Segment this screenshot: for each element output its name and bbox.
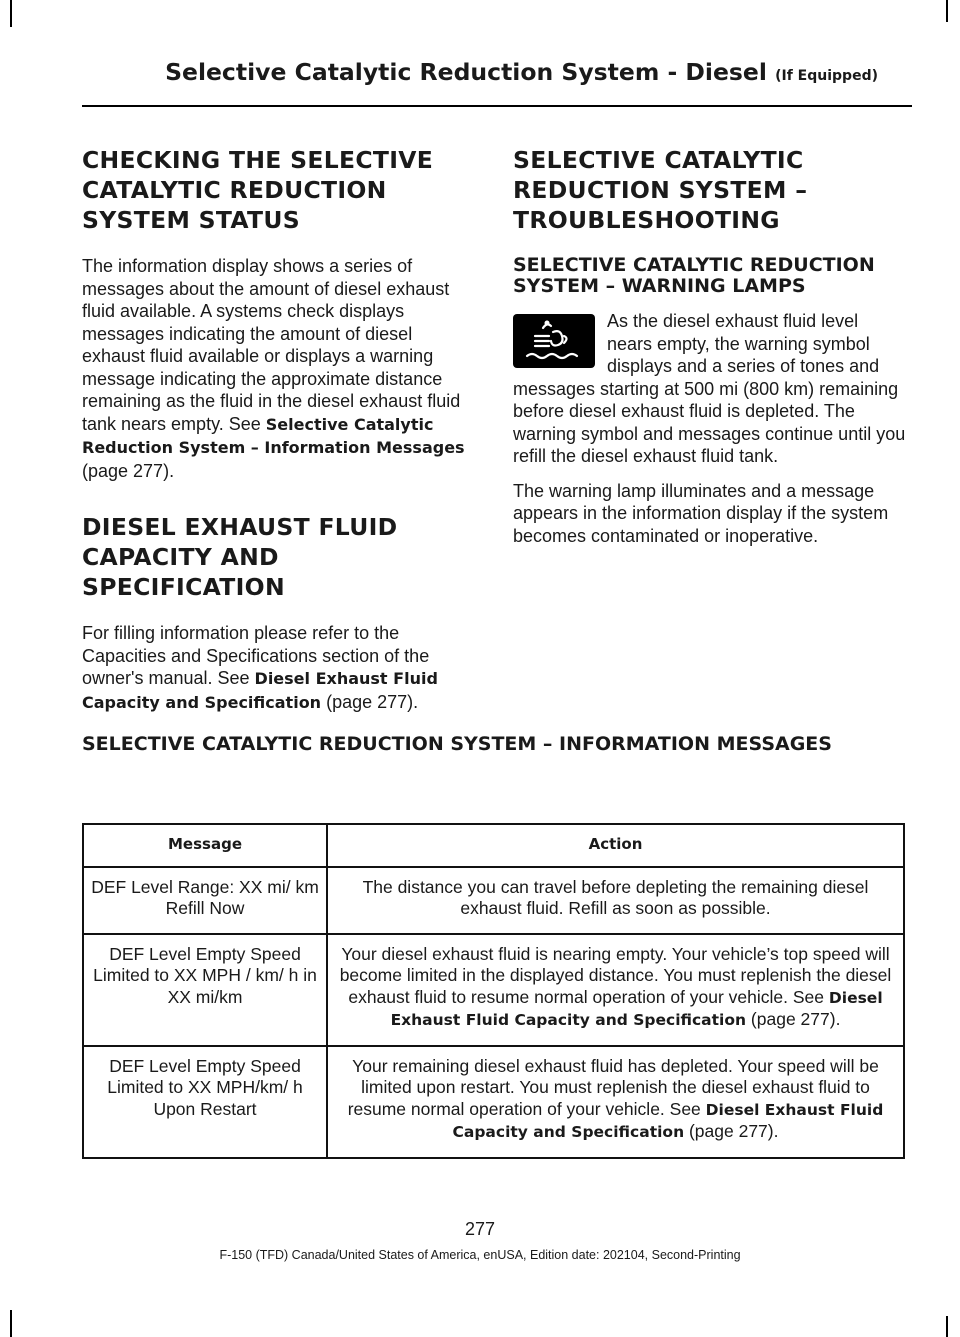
cross-reference-link[interactable]: Diesel Exhaust Fluid Capacity and Specification — [82, 669, 438, 712]
paragraph-text: For filling information please refer to the Capacities and Specifications section of the owner's manual. See — [82, 623, 430, 688]
heading-line: SPECIFICATION — [82, 573, 285, 601]
table-row — [83, 934, 904, 1046]
diesel-exhaust-fluid-warning-icon — [513, 314, 595, 368]
paragraph-text: The information display shows a series of messages about the amount of diesel exhaust fluid available. A systems check displays messages indicating the amount of diesel exhaust fluid available or displays a warning message indicating the approximate distance remaining as the fluid in the diesel exhaust fluid tank nears empty. See — [82, 256, 461, 434]
section-heading-def-capacity — [82, 512, 475, 602]
message-cell: DEF Level Range: XX mi/ km Refill Now — [83, 867, 327, 934]
subheading-information-messages: SELECTIVE CATALYTIC REDUCTION SYSTEM – INFORMATION MESSAGES — [82, 733, 832, 755]
information-messages-table — [82, 823, 905, 1159]
heading-line: SYSTEM STATUS — [82, 206, 300, 234]
cross-reference-link[interactable]: Selective Catalytic Reduction System – Information Messages — [82, 414, 465, 457]
header-title: Selective Catalytic Reduction System - Diesel — [165, 58, 767, 86]
footer-edition: F-150 (TFD) Canada/United States of America, enUSA, Edition date: 202104, Second-Printing — [219, 1248, 741, 1262]
left-column — [82, 145, 475, 738]
table-header-row — [83, 824, 904, 867]
page-reference: (page 277). — [82, 460, 175, 481]
action-cell — [327, 1046, 904, 1158]
page-header — [165, 58, 878, 86]
crop-mark — [10, 1310, 12, 1337]
action-cell — [327, 867, 904, 934]
table-row — [83, 1046, 904, 1158]
action-text: Your remaining diesel exhaust fluid has depleted. Your speed will be limited upon restart. You must replenish the diesel exhaust fluid to resume normal operation of your vehicle. See — [347, 1055, 879, 1119]
column-header-action: Action — [327, 824, 904, 867]
page-reference: (page 277). — [684, 1121, 779, 1141]
heading-line: CHECKING THE SELECTIVE — [82, 146, 434, 174]
action-cell — [327, 934, 904, 1046]
section-heading-checking-status — [82, 145, 475, 235]
crop-mark — [946, 0, 948, 22]
cross-reference-link[interactable]: Diesel Exhaust Fluid Capacity and Specification — [452, 1100, 884, 1141]
crop-mark — [10, 0, 12, 27]
paragraph-warning-symbol: As the diesel exhaust fluid level nears empty, the warning symbol displays and a series of tones and messages starting at 500 mi (800 km) remaining before diesel exhaust fluid is depleted. The warning symbol and messages continue until you refill the diesel exhaust fluid tank. — [513, 311, 906, 466]
message-cell: DEF Level Empty Speed Limited to XX MPH/km/ h Upon Restart — [83, 1046, 327, 1158]
heading-line: CATALYTIC REDUCTION — [82, 176, 387, 204]
right-column — [513, 145, 906, 571]
heading-line: DIESEL EXHAUST FLUID — [82, 513, 398, 541]
section-heading-troubleshooting — [513, 145, 906, 235]
header-qualifier: (If Equipped) — [775, 68, 878, 84]
header-rule — [82, 105, 912, 107]
paragraph-def-capacity — [82, 622, 475, 714]
paragraph-checking-status — [82, 255, 475, 482]
action-text: Your diesel exhaust fluid is nearing empty. Your vehicle’s top speed will become limited in the displayed distance. You must replenish the diesel exhaust fluid to resume normal operation of your vehicle. See — [339, 943, 892, 1007]
page-reference: (page 277). — [321, 691, 419, 712]
page-reference: (page 277). — [746, 1009, 841, 1029]
page-number: 277 — [464, 1219, 496, 1239]
subheading-warning-lamps: SELECTIVE CATALYTIC REDUCTION SYSTEM – WARNING LAMPS — [513, 254, 875, 297]
heading-line: SELECTIVE CATALYTIC — [513, 146, 804, 174]
action-text: The distance you can travel before depleting the remaining diesel exhaust fluid. Refill as soon as possible. — [362, 876, 869, 918]
heading-line: REDUCTION SYSTEM – — [513, 176, 808, 204]
message-cell: DEF Level Empty Speed Limited to XX MPH / km/ h in XX mi/km — [83, 934, 327, 1046]
crop-mark — [946, 1316, 948, 1337]
column-header-message: Message — [83, 824, 327, 867]
heading-line: TROUBLESHOOTING — [513, 206, 780, 234]
heading-line: CAPACITY AND — [82, 543, 279, 571]
cross-reference-link[interactable]: Diesel Exhaust Fluid Capacity and Specification — [390, 988, 883, 1029]
paragraph-warning-lamp: The warning lamp illuminates and a message appears in the information display if the system becomes contaminated or inoperative. — [513, 480, 889, 546]
table-row — [83, 867, 904, 934]
